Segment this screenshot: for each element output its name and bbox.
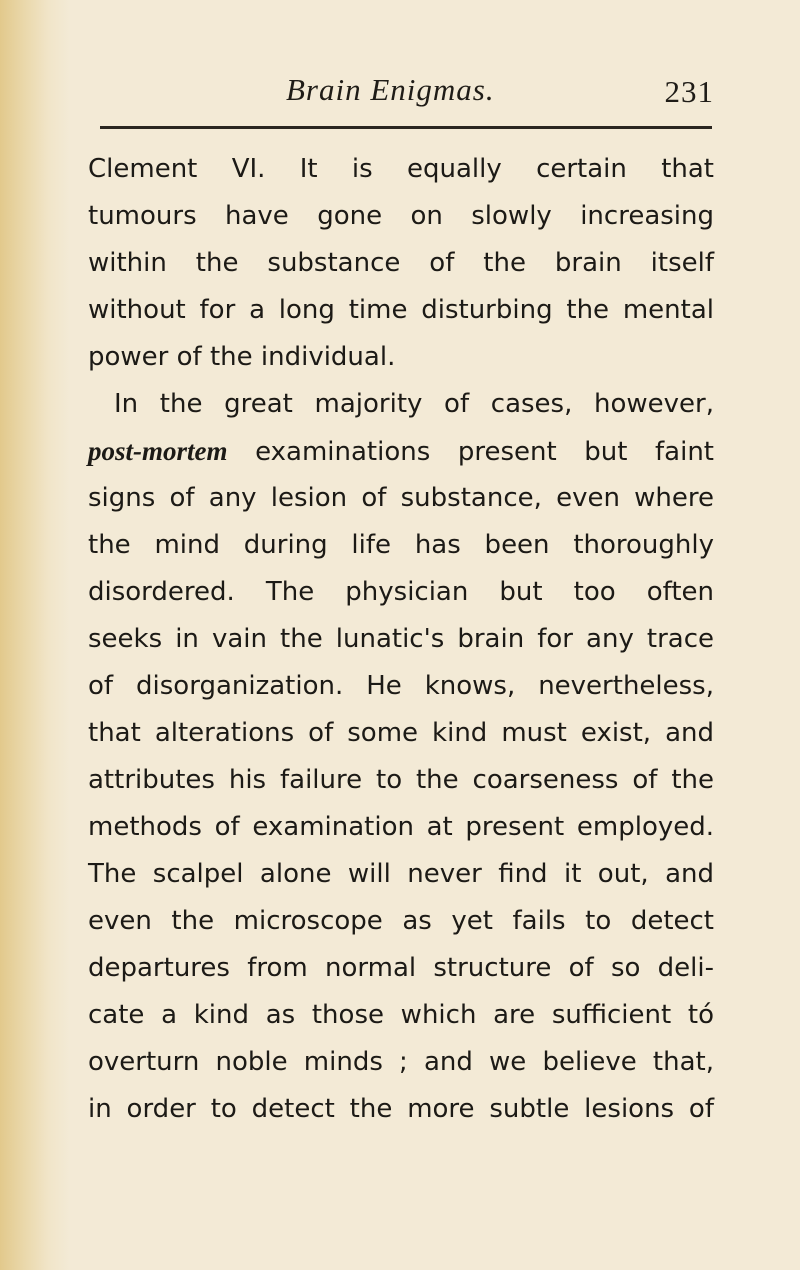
text-line: the mind during life has been thoroughly	[88, 530, 714, 560]
text-line: in order to detect the more subtle lesions of	[88, 1094, 714, 1124]
text-line: power of the individual.	[88, 342, 396, 372]
text-line: seeks in vain the lunatic's brain for any trace	[88, 624, 714, 654]
text-line: within the substance of the brain itself	[88, 248, 714, 278]
body-text	[88, 146, 714, 1133]
page-header	[88, 72, 714, 122]
text-line: of disorganization. He knows, nevertheless,	[88, 671, 714, 701]
text-line-rest: examinations present but faint	[255, 437, 714, 467]
running-head: Brain Enigmas.	[286, 72, 495, 107]
page-number: 231	[664, 74, 714, 109]
text-line: tumours have gone on slowly increasing	[88, 201, 714, 231]
page-edge-shadow	[0, 0, 70, 1270]
text-line: overturn noble minds ; and we believe that,	[88, 1047, 714, 1077]
text-line: The scalpel alone will never find it out, and	[88, 859, 714, 889]
text-line: without for a long time disturbing the mental	[88, 295, 714, 325]
text-line: attributes his failure to the coarseness of the	[88, 765, 714, 795]
text-line: departures from normal structure of so deli-	[88, 953, 714, 983]
text-line-with-italic	[88, 428, 714, 475]
text-line: Clement VI. It is equally certain that	[88, 154, 714, 184]
text-line: cate a kind as those which are sufficient tó	[88, 1000, 714, 1030]
text-line: methods of examination at present employed.	[88, 812, 714, 842]
text-line: even the microscope as yet fails to detect	[88, 906, 714, 936]
text-line: signs of any lesion of substance, even where	[88, 483, 714, 513]
italic-phrase: post-mortem	[88, 436, 228, 466]
text-line: that alterations of some kind must exist, and	[88, 718, 714, 748]
header-rule	[100, 126, 712, 129]
text-line: disordered. The physician but too often	[88, 577, 714, 607]
text-line: In the great majority of cases, however,	[114, 389, 714, 419]
